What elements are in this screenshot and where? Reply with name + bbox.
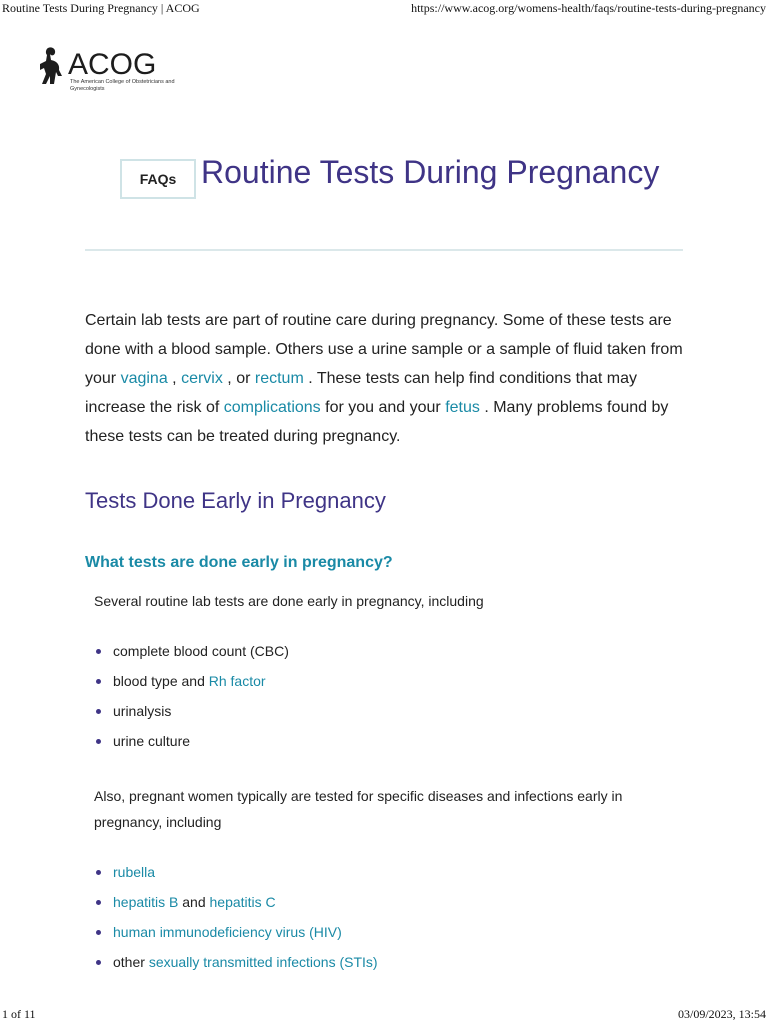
list-item-text: and: [178, 894, 210, 910]
faqs-badge[interactable]: FAQs: [120, 159, 196, 199]
link-rh-factor[interactable]: Rh factor: [208, 673, 266, 689]
infections-list: [94, 863, 378, 983]
intro-text: . These tests can help find conditions that may increase the risk of: [85, 370, 638, 416]
section-heading: Tests Done Early in Pregnancy: [85, 488, 386, 513]
list-item: [94, 732, 289, 762]
print-date: 03/09/2023, 13:54: [677, 1007, 766, 1021]
link-fetus[interactable]: fetus: [445, 399, 480, 416]
list-item: [94, 702, 289, 732]
logo-text: ACOG: [68, 48, 157, 81]
link-cervix[interactable]: cervix: [181, 370, 223, 387]
list-item-text: urinalysis: [113, 703, 172, 719]
tests-intro-paragraph: Several routine lab tests are done early in pregnancy, including: [94, 593, 484, 609]
print-header-url: https://www.acog.org/womens-health/faqs/routine-tests-during-pregnancy: [411, 1, 766, 15]
link-stis[interactable]: sexually transmitted infections (STIs): [148, 954, 378, 970]
intro-text: ,: [167, 370, 182, 387]
list-item: [94, 863, 378, 893]
link-complications[interactable]: complications: [223, 399, 321, 416]
list-item-text: other: [113, 954, 149, 970]
section-question: What tests are done early in pregnancy?: [85, 554, 393, 571]
intro-text: for you and your: [320, 399, 446, 416]
print-header: [0, 0, 768, 18]
list-item: [94, 642, 289, 672]
page-title: Routine Tests During Pregnancy: [201, 154, 660, 190]
logo-subtitle: The American College of Obstetricians and Gynecologists: [70, 79, 175, 92]
print-footer: [0, 1006, 768, 1024]
intro-text: Certain lab tests are part of routine care during pregnancy. Some of these tests are done with a blood sample. Others use a urine sample or a sample of fluid taken from your: [85, 312, 683, 387]
intro-paragraph: [85, 306, 690, 451]
acog-figure-icon: [38, 46, 66, 86]
print-header-title: Routine Tests During Pregnancy | ACOG: [2, 1, 200, 15]
list-item: [94, 953, 378, 983]
link-hepatitis-c[interactable]: hepatitis C: [209, 894, 276, 910]
link-hiv[interactable]: human immunodeficiency virus (HIV): [113, 924, 342, 940]
acog-logo[interactable]: [38, 46, 175, 96]
intro-text: . Many problems found by these tests can be treated during pregnancy.: [85, 399, 669, 445]
list-item-text: complete blood count (CBC): [113, 643, 289, 659]
infections-intro-paragraph: Also, pregnant women typically are tested for specific diseases and infections early in pregnancy, including: [94, 788, 623, 830]
link-vagina[interactable]: vagina: [120, 370, 168, 387]
list-item-text: urine culture: [113, 733, 191, 749]
link-rectum[interactable]: rectum: [254, 370, 304, 387]
list-item: [94, 923, 378, 953]
intro-text: , or: [222, 370, 255, 387]
list-item-text: blood type and: [113, 673, 209, 689]
page-number: 1 of 11: [2, 1007, 36, 1021]
early-tests-list: [94, 642, 289, 762]
list-item: [94, 893, 378, 923]
divider: [85, 249, 683, 251]
list-item: [94, 672, 289, 702]
link-rubella[interactable]: rubella: [113, 864, 156, 880]
link-hepatitis-b[interactable]: hepatitis B: [113, 894, 179, 910]
